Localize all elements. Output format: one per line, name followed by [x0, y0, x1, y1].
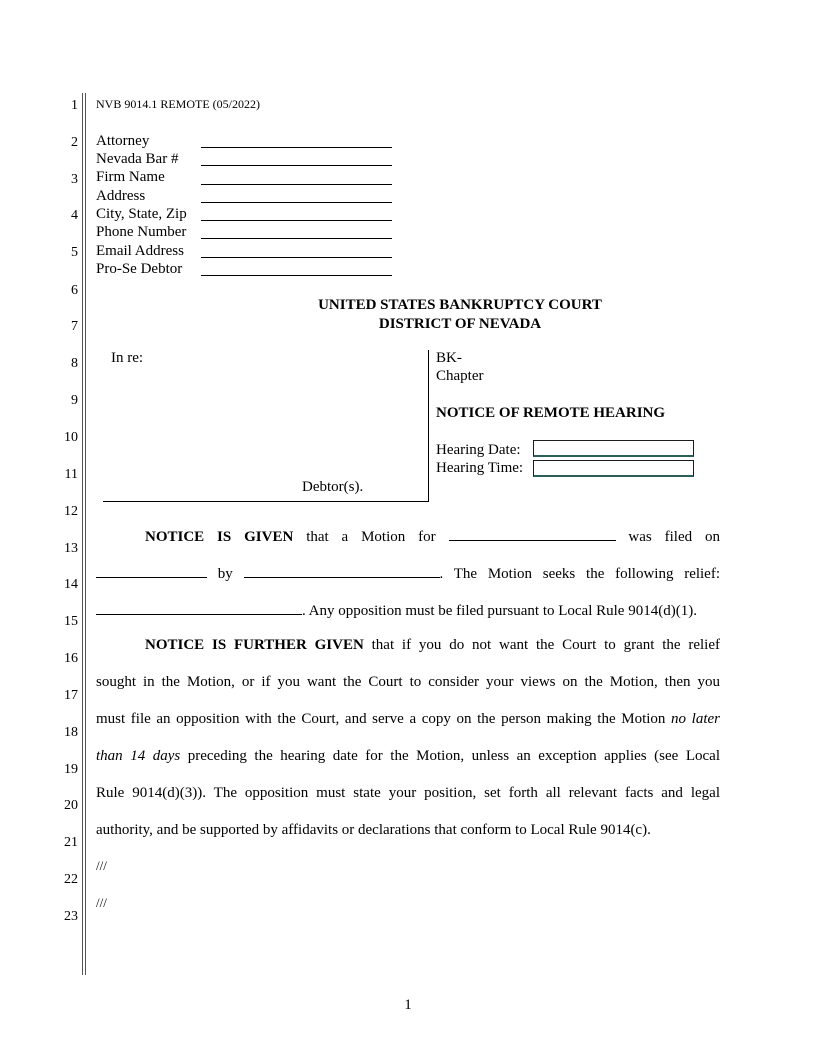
- attorney-field[interactable]: [201, 147, 392, 148]
- line-number: 8: [71, 356, 78, 371]
- continuation-mark: ///: [96, 858, 107, 873]
- notice-line-1: [145, 527, 720, 546]
- line-number: 10: [64, 430, 78, 445]
- notice-text-italic: than 14 days: [96, 748, 181, 764]
- bk-label: BK-: [436, 350, 462, 366]
- further-line-1: [145, 637, 720, 654]
- line-number: 15: [64, 614, 78, 629]
- line-number: 7: [71, 319, 78, 334]
- hearing-date-input[interactable]: [533, 440, 694, 457]
- line-number: 11: [64, 467, 78, 482]
- chapter-label: Chapter: [436, 368, 484, 384]
- phone-field[interactable]: [201, 238, 392, 239]
- pro-se-label: Pro-Se Debtor: [96, 261, 183, 277]
- bar-number-label: Nevada Bar #: [96, 151, 179, 167]
- notice-line-2: [96, 564, 720, 583]
- relief-blank[interactable]: [96, 601, 302, 615]
- hearing-time-label: Hearing Time:: [436, 460, 524, 476]
- city-state-zip-field[interactable]: [201, 220, 392, 221]
- in-re-label: In re:: [111, 350, 144, 366]
- line-number: 23: [64, 909, 78, 924]
- email-field[interactable]: [201, 257, 392, 258]
- line-number: 16: [64, 651, 78, 666]
- line-number: 20: [64, 798, 78, 813]
- further-given-lead: NOTICE IS FURTHER GIVEN: [145, 637, 364, 653]
- notice-text: preceding the hearing date for the Motion, unless an exception applies (see Local: [187, 748, 720, 764]
- caption-divider: [428, 350, 429, 502]
- address-field[interactable]: [201, 202, 392, 203]
- court-name: UNITED STATES BANKRUPTCY COURT: [318, 297, 602, 313]
- notice-given-lead: NOTICE IS GIVEN: [145, 529, 294, 545]
- line-number: 19: [64, 762, 78, 777]
- line-number: 18: [64, 725, 78, 740]
- phone-label: Phone Number: [96, 224, 187, 240]
- court-district: DISTRICT OF NEVADA: [378, 316, 542, 332]
- line-number: 1: [71, 98, 78, 113]
- line-number: 12: [64, 504, 78, 519]
- notice-text: by: [217, 566, 233, 582]
- movant-blank[interactable]: [244, 564, 440, 578]
- hearing-date-label: Hearing Date:: [436, 442, 521, 458]
- email-label: Email Address: [96, 243, 184, 259]
- page-number: 1: [404, 997, 412, 1013]
- further-line-5: Rule 9014(d)(3)). The opposition must state your position, set forth all relevant facts and legal: [96, 785, 720, 801]
- further-line-2: sought in the Motion, or if you want the Court to consider your views on the Motion, then you: [96, 674, 720, 690]
- notice-text-italic: no later: [671, 711, 720, 727]
- form-code: NVB 9014.1 REMOTE (05/2022): [96, 97, 260, 111]
- line-number: 21: [64, 835, 78, 850]
- line-number: 13: [64, 541, 78, 556]
- firm-name-label: Firm Name: [96, 169, 165, 185]
- further-line-6: authority, and be supported by affidavits or declarations that conform to Local Rule 9014(c).: [96, 822, 651, 838]
- pro-se-field[interactable]: [201, 275, 392, 276]
- notice-line-3: [96, 601, 697, 620]
- notice-text: was filed on: [628, 529, 720, 545]
- line-number: 3: [71, 172, 78, 187]
- attorney-label: Attorney: [96, 133, 150, 149]
- notice-text: that a Motion for: [306, 529, 436, 545]
- further-line-4: [96, 748, 720, 765]
- further-line-3: [96, 711, 720, 728]
- notice-title: NOTICE OF REMOTE HEARING: [436, 405, 666, 421]
- continuation-mark: ///: [96, 895, 107, 910]
- notice-text: . The Motion seeks the following relief:: [439, 566, 721, 582]
- hearing-time-input[interactable]: [533, 460, 694, 477]
- caption-underline: [103, 501, 429, 502]
- notice-text: . Any opposition must be filed pursuant to Local Rule 9014(d)(1).: [302, 603, 697, 619]
- line-number: 17: [64, 688, 78, 703]
- filing-date-blank[interactable]: [96, 564, 207, 578]
- bar-number-field[interactable]: [201, 165, 392, 166]
- line-number: 6: [71, 283, 78, 298]
- line-number: 2: [71, 135, 78, 150]
- address-label: Address: [96, 188, 146, 204]
- motion-name-blank[interactable]: [449, 527, 616, 541]
- line-number: 22: [64, 872, 78, 887]
- line-number: 14: [64, 577, 78, 592]
- line-number: 9: [71, 393, 78, 408]
- debtors-label: Debtor(s).: [302, 479, 364, 495]
- margin-rule-inner: [85, 93, 86, 975]
- city-state-zip-label: City, State, Zip: [96, 206, 187, 222]
- line-number: 5: [71, 245, 78, 260]
- firm-name-field[interactable]: [201, 184, 392, 185]
- notice-text: that if you do not want the Court to grant the relief: [371, 637, 721, 653]
- margin-rule-outer: [82, 93, 83, 975]
- notice-text: must file an opposition with the Court, and serve a copy on the person making the Motion: [96, 711, 666, 727]
- line-number: 4: [71, 208, 78, 223]
